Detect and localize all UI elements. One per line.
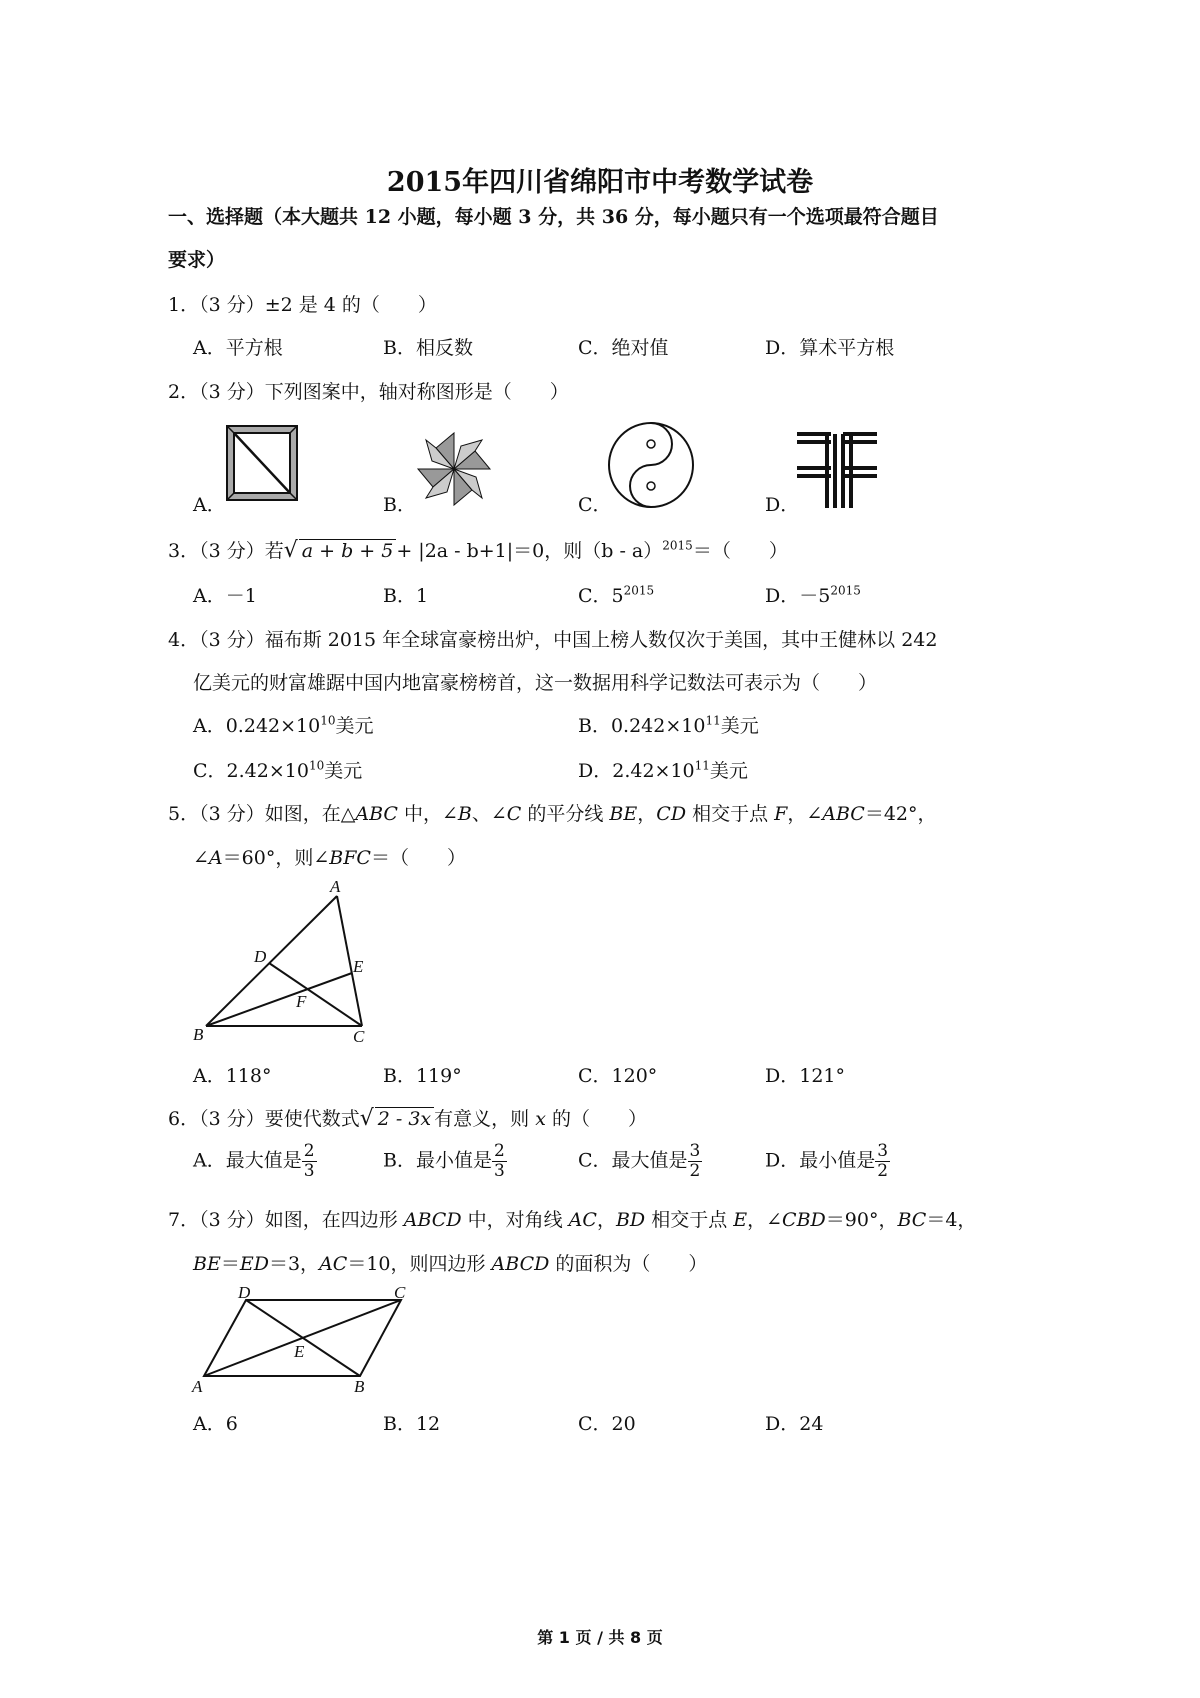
q5-text: ， — [637, 803, 657, 825]
q5-label-b: B — [193, 1025, 204, 1044]
q5-var: B — [457, 803, 472, 825]
q7-text: ＝4， — [926, 1209, 977, 1231]
question-6-stem — [168, 1104, 647, 1131]
q5-option-d: D．121° — [765, 1065, 845, 1087]
q3-option-d — [765, 581, 861, 608]
q7-text: 的面积为（ ） — [549, 1253, 708, 1275]
q4-option-b-unit: 美元 — [720, 715, 759, 737]
q5-bisector-be — [206, 973, 352, 1026]
q3-option-b: B．1 — [383, 585, 429, 607]
q7-var: E — [733, 1209, 748, 1231]
q4-option-a — [193, 711, 374, 738]
q6-option-c-text: C．最大值是 — [578, 1149, 688, 1172]
q6-radicand: 2 - 3x — [375, 1107, 434, 1130]
q7-label-b: B — [354, 1377, 365, 1396]
denominator: 3 — [493, 1161, 505, 1181]
q5-label-e: E — [353, 957, 364, 976]
q7-option-a: A．6 — [193, 1413, 238, 1435]
q7-text: ＝10，则四边形 — [347, 1253, 492, 1275]
q6-prefix: 6．（3 分）要使代数式 — [168, 1108, 360, 1130]
q5-side-ab — [206, 896, 337, 1026]
q7-var: BE — [193, 1253, 221, 1275]
question-5-line2 — [193, 843, 466, 870]
q5-triangle-figure — [190, 876, 390, 1048]
q5-text: ＝60°，则∠ — [222, 847, 330, 869]
q3-prefix: 3．（3 分）若 — [168, 540, 284, 562]
q3-option-d-exp: 2015 — [830, 583, 861, 598]
q7-label-e: E — [294, 1342, 305, 1361]
q5-text: ＝（ ） — [370, 847, 466, 869]
numerator: 3 — [877, 1141, 889, 1161]
q7-diagonal-bd — [246, 1300, 360, 1376]
q7-text: ＝ — [220, 1253, 240, 1275]
q3-option-c-base: C．5 — [578, 585, 624, 607]
q5-label-d: D — [254, 947, 267, 966]
q6-option-b-text: B．最小值是 — [383, 1149, 492, 1172]
q4-option-c-unit: 美元 — [324, 760, 363, 782]
q7-var: BC — [897, 1209, 927, 1231]
q7-var: BD — [615, 1209, 646, 1231]
q6-suffix: 的（ ） — [545, 1108, 647, 1130]
q5-var: C — [506, 803, 522, 825]
fraction — [302, 1142, 317, 1181]
q6-option-d — [765, 1142, 890, 1181]
sqrt-symbol: √ — [359, 1106, 374, 1131]
q6-var: x — [535, 1108, 546, 1130]
q5-text: 的平分线 — [521, 803, 610, 825]
q4-option-a-base: A．0.242×10 — [193, 715, 321, 737]
q5-option-a: A．118° — [193, 1065, 272, 1087]
question-5-line1 — [168, 799, 937, 826]
q6-option-a-text: A．最大值是 — [193, 1149, 302, 1172]
fraction — [688, 1142, 703, 1181]
q7-var: AC — [568, 1209, 597, 1231]
q2-figure-a-framed-square — [225, 424, 299, 502]
q5-var: ABC — [822, 803, 865, 825]
q7-option-d: D．24 — [765, 1413, 824, 1435]
denominator: 2 — [689, 1161, 701, 1181]
q3-option-c — [578, 581, 654, 608]
q6-option-d-text: D．最小值是 — [765, 1149, 876, 1172]
q5-text: 5．（3 分）如图，在△ — [168, 803, 356, 825]
q3-exponent: 2015 — [662, 538, 693, 553]
question-3-stem — [168, 536, 788, 563]
q4-option-b — [578, 711, 759, 738]
q7-text: ， — [596, 1209, 616, 1231]
q4-option-d-exp: 11 — [694, 758, 710, 773]
q1-option-b: B．相反数 — [383, 337, 473, 359]
denominator: 3 — [303, 1161, 315, 1181]
q5-text: 、∠ — [471, 803, 507, 825]
q5-var: ABC — [355, 803, 398, 825]
q7-var: CBD — [782, 1209, 826, 1231]
q7-var: ED — [239, 1253, 269, 1275]
q4-option-a-exp: 10 — [320, 713, 336, 728]
q2-figure-c-yin-yang — [606, 420, 696, 510]
q5-var: CD — [656, 803, 687, 825]
q1-option-a: A．平方根 — [193, 337, 283, 359]
q3-suffix: ＝（ ） — [692, 540, 788, 562]
q4-option-b-base: B．0.242×10 — [578, 715, 706, 737]
q4-option-c — [193, 756, 362, 783]
q2-option-b-label: B． — [383, 494, 416, 516]
q7-text: 相交于点 — [645, 1209, 734, 1231]
fraction — [875, 1142, 890, 1181]
q7-text: 7．（3 分）如图，在四边形 — [168, 1209, 404, 1231]
fraction — [492, 1142, 507, 1181]
q5-text: ，∠ — [787, 803, 823, 825]
q6-option-a — [193, 1142, 317, 1181]
q5-text: 相交于点 — [686, 803, 775, 825]
q7-label-d: D — [238, 1283, 251, 1302]
q7-option-c: C．20 — [578, 1413, 636, 1435]
q5-text: ＝42°， — [864, 803, 937, 825]
q6-option-c — [578, 1142, 702, 1181]
numerator: 3 — [689, 1141, 701, 1161]
question-4-line1: 4．（3 分）福布斯 2015 年全球富豪榜出炉，中国上榜人数仅次于美国，其中王健林以 242 — [168, 629, 938, 651]
q4-option-b-exp: 11 — [705, 713, 721, 728]
q7-parallelogram-figure — [188, 1282, 418, 1397]
q2-option-c-label: C． — [578, 494, 612, 516]
q5-var: F — [774, 803, 788, 825]
denominator: 2 — [877, 1161, 889, 1181]
q7-var: AC — [319, 1253, 348, 1275]
q2-figure-d-double-line-shape — [795, 428, 880, 510]
q2-figure-b-pinwheel — [412, 428, 496, 510]
q4-option-c-base: C．2.42×10 — [193, 760, 309, 782]
q5-label-a: A — [330, 877, 341, 896]
question-2-stem: 2．（3 分）下列图案中，轴对称图形是（ ） — [168, 381, 569, 403]
q1-option-d: D．算术平方根 — [765, 337, 895, 359]
q5-text: 中，∠ — [397, 803, 458, 825]
question-1-stem: 1．（3 分）±2 是 4 的（ ） — [168, 294, 437, 316]
q4-option-d-unit: 美元 — [709, 760, 748, 782]
q7-text: 中，对角线 — [461, 1209, 569, 1231]
q5-option-c: C．120° — [578, 1065, 658, 1087]
q7-label-a: A — [192, 1377, 203, 1396]
q2-option-d-label: D． — [765, 494, 800, 516]
q5-var: A — [208, 847, 223, 869]
q5-var: BE — [609, 803, 638, 825]
q3-radicand: a + b + 5 — [299, 539, 397, 562]
q7-option-b: B．12 — [383, 1413, 441, 1435]
q6-suffix: 有意义，则 — [434, 1108, 536, 1130]
q7-label-c: C — [394, 1283, 406, 1302]
section-header-line2: 要求） — [168, 249, 226, 271]
q5-option-b: B．119° — [383, 1065, 462, 1087]
q4-option-a-unit: 美元 — [335, 715, 374, 737]
q4-option-c-exp: 10 — [308, 758, 325, 773]
q7-var: ABCD — [403, 1209, 462, 1231]
section-header-line1: 一、选择题（本大题共 12 小题，每小题 3 分，共 36 分，每小题只有一个选项最符合题目 — [168, 206, 939, 228]
numerator: 2 — [493, 1141, 505, 1161]
page-footer: 第 1 页 / 共 8 页 — [537, 1628, 663, 1647]
q3-option-c-exp: 2015 — [623, 583, 655, 598]
q5-bisector-cd — [269, 963, 362, 1026]
q2-option-a-label: A． — [193, 494, 226, 516]
page-title: 2015年四川省绵阳市中考数学试卷 — [386, 167, 814, 198]
sqrt-symbol: √ — [283, 538, 298, 563]
question-7-line2 — [193, 1249, 707, 1276]
q6-option-b — [383, 1142, 507, 1181]
q3-middle: + |2a - b+1|＝0，则（b - a） — [396, 540, 663, 562]
q3-option-a: A．－1 — [193, 585, 257, 607]
q7-text: ＝3， — [268, 1253, 320, 1275]
q5-label-f: F — [296, 992, 307, 1011]
question-7-line1 — [168, 1205, 976, 1232]
q4-option-d-base: D．2.42×10 — [578, 760, 695, 782]
q1-option-c: C．绝对值 — [578, 337, 669, 359]
question-4-line2: 亿美元的财富雄踞中国内地富豪榜榜首，这一数据用科学记数法可表示为（ ） — [193, 672, 878, 694]
q3-option-d-base: D．－5 — [765, 585, 831, 607]
q5-text: ∠ — [193, 847, 209, 869]
q4-option-d — [578, 756, 748, 783]
q5-var: BFC — [329, 847, 371, 869]
q5-label-c: C — [353, 1027, 365, 1046]
q7-text: ，∠ — [747, 1209, 783, 1231]
q7-var: ABCD — [491, 1253, 550, 1275]
q7-text: ＝90°， — [825, 1209, 898, 1231]
numerator: 2 — [303, 1141, 315, 1161]
